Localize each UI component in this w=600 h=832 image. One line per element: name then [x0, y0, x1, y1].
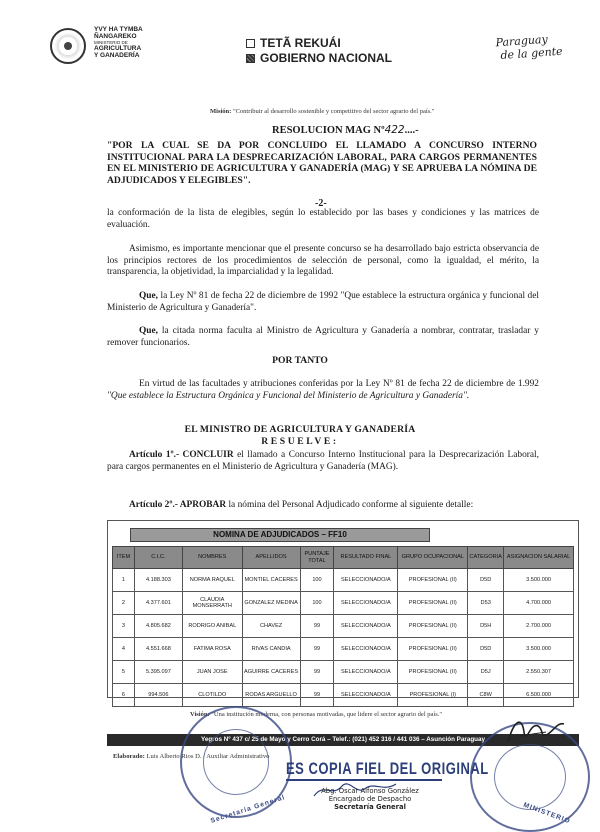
vision-statement: Visión: "Una institución moderna, con personas motivadas, que lidere el sector agrario del país." [190, 711, 442, 718]
table-cell: SELECCIONADO/A [334, 615, 398, 638]
table-header-cell: RESULTADO FINAL [334, 547, 398, 569]
table-cell: 4.377.601 [134, 592, 182, 615]
mission-statement: Misión: "Contribuir al desarrollo sostenible y competitivo del sector agrario del país." [210, 108, 435, 115]
table-cell: 4.551.668 [134, 638, 182, 661]
minister-heading: EL MINISTRO DE AGRICULTURA Y GANADERÍA [184, 424, 416, 435]
table-cell: D5D [468, 638, 504, 661]
resuelve-heading: RESUELVE: [261, 436, 339, 447]
flag-square-icon [246, 39, 255, 48]
table-cell: C8W [468, 684, 504, 707]
table-cell: JUAN JOSE [182, 661, 242, 684]
flag-square-icon [246, 54, 255, 63]
table-header-cell: NOMBRES [182, 547, 242, 569]
table-cell: D5J [468, 661, 504, 684]
table-cell: PROFESIONAL (II) [398, 638, 468, 661]
table-header-cell: GRUPO OCUPACIONAL [398, 547, 468, 569]
table-cell: D53 [468, 592, 504, 615]
table-cell: SELECCIONADO/A [334, 684, 398, 707]
stamp-inner-ring [494, 744, 566, 810]
table-cell: D5D [468, 569, 504, 592]
table-row [113, 661, 574, 684]
table-cell: RODRIGO ANIBAL [182, 615, 242, 638]
table-cell: 6 [113, 684, 135, 707]
table-header-cell: PUNTAJE TOTAL [300, 547, 334, 569]
stamp-inner-ring [203, 729, 269, 795]
minister-signature-icon [500, 712, 570, 750]
table-cell: PROFESIONAL (I) [398, 684, 468, 707]
table-cell: 2 [113, 592, 135, 615]
table-cell: 3 [113, 615, 135, 638]
article-1: Artículo 1º.- CONCLUIR el llamado a Concurso Interno Institucional para la Desprecarización Laboral, para cargos permanentes en el Ministerio de Agricultura y Ganadería (MAG). [107, 450, 539, 472]
table-cell: 5.395.097 [134, 661, 182, 684]
adjudicados-table [112, 546, 574, 707]
table-cell: NORMA RAQUEL [182, 569, 242, 592]
table-cell: 4.805.682 [134, 615, 182, 638]
table-cell: FATIMA ROSA [182, 638, 242, 661]
resolution-title: "POR LA CUAL SE DA POR CONCLUIDO EL LLAMADO A CONCURSO INTERNO INSTITUCIONAL PARA LA DESPRECARIZACIÓN LABORAL, PARA CARGOS PERMANENTES EN EL MINISTERIO DE AGRICULTURA Y GANADERÍA (MAG) Y SE APRUEBA LA NÓMINA DE ADJUDICADOS Y ELEGIBLES". [107, 140, 537, 186]
table-cell: CLOTILDO [182, 684, 242, 707]
table-cell: RIVAS CANDIA [242, 638, 300, 661]
table-row [113, 684, 574, 707]
table-cell: SELECCIONADO/A [334, 661, 398, 684]
table-cell: SELECCIONADO/A [334, 638, 398, 661]
table-row [113, 638, 574, 661]
table-header-cell: CATEGORIA [468, 547, 504, 569]
table-cell: 100 [300, 569, 334, 592]
table-cell: 3.500.000 [504, 569, 574, 592]
table-row [113, 615, 574, 638]
signer-block: Abg. Oscar Alfonso González Encargado de Despacho Secretaría General [321, 787, 419, 811]
table-cell: PROFESIONAL (II) [398, 592, 468, 615]
stamp-text-ministerio: MINISTERIO [522, 801, 572, 826]
table-cell: 99 [300, 661, 334, 684]
paragraph-5: En virtud de las facultades y atribuciones conferidas por la Ley Nº 81 de fecha 22 de diciembre de 1.992 "Que establece la Estructura Orgánica y Funcional del Ministerio de Agricultura y Ganadería". [107, 379, 539, 401]
table-cell: 100 [300, 592, 334, 615]
table-cell: 2.550.307 [504, 661, 574, 684]
table-cell: PROFESIONAL (II) [398, 569, 468, 592]
table-cell: 99 [300, 638, 334, 661]
table-cell: 5 [113, 661, 135, 684]
table-cell: PROFESIONAL (II) [398, 615, 468, 638]
article-2: Artículo 2º.- APROBAR la nómina del Personal Adjudicado conforme al siguiente detalle: [129, 500, 474, 510]
national-seal-icon [50, 28, 86, 64]
table-cell: PROFESIONAL (II) [398, 661, 468, 684]
table-cell: AGUIRRE CACERES [242, 661, 300, 684]
page-number: -2- [315, 198, 327, 209]
table-cell: SELECCIONADO/A [334, 592, 398, 615]
table-header-cell: ITEM [113, 547, 135, 569]
table-header-row [113, 547, 574, 569]
table-cell: CLAUDIA MONSERRATH [182, 592, 242, 615]
table-cell: D5H [468, 615, 504, 638]
table-row [113, 569, 574, 592]
elaborado-by: Elaborado: Luis Alberto Rios D. / Auxiliar Administrativo [113, 753, 270, 760]
address-text: Yegros Nº 437 c/ 25 de Mayo y Cerro Corá – Telef.: (021) 452 316 / 441 036 – Asunción Paraguay [200, 736, 486, 743]
table-header-cell: C.I.C. [134, 547, 182, 569]
table-title: NOMINA DE ADJUDICADOS – FF10 [130, 528, 430, 542]
paragraph-3: Que, la Ley Nº 81 de fecha 22 de diciembre de 1992 "Que establece la estructura orgánica y funcional del Ministerio de Agricultura y Ganadería". [107, 291, 539, 313]
stamp-text-secretaria: Secretaría General [209, 794, 287, 825]
government-logo: TETÃ REKUÁI GOBIERNO NACIONAL [246, 36, 392, 66]
resolution-number: RESOLUCION MAG Nº422....- [272, 124, 419, 136]
por-tanto-heading: POR TANTO [272, 355, 328, 366]
table-cell: GONZALEZ MEDINA [242, 592, 300, 615]
paragraph-4: Que, la citada norma faculta al Ministro de Agricultura y Ganadería a nombrar, contratar, trasladar y remover funcionarios. [107, 326, 539, 348]
table-cell: 4.188.303 [134, 569, 182, 592]
table-cell: 2.700.000 [504, 615, 574, 638]
table-cell: 4.700.000 [504, 592, 574, 615]
paragraph-1: la conformación de la lista de elegibles, según lo establecido por las bases y condiciones y las matrices de evaluación. [107, 208, 539, 230]
table-cell: CHAVEZ [242, 615, 300, 638]
paragraph-2: Asimismo, es importante mencionar que el presente concurso se ha desarrollado bajo estricta observancia de los principios rectores de los procedimientos de selección de personal, como la igualdad, el mérito, la transparencia, la objetividad, la imparcialidad y la legalidad. [107, 244, 539, 277]
table-header-cell: APELLIDOS [242, 547, 300, 569]
table-cell: 99 [300, 615, 334, 638]
table-body [113, 569, 574, 707]
table-cell: 994.506 [134, 684, 182, 707]
table-cell: 1 [113, 569, 135, 592]
table-cell: 3.500.000 [504, 638, 574, 661]
table-cell: 4 [113, 638, 135, 661]
document-header [0, 0, 600, 80]
table-header-cell: ASIGNACION SALARIAL [504, 547, 574, 569]
table-cell: MONTIEL CACERES [242, 569, 300, 592]
table-cell: RODAS ARGUELLO [242, 684, 300, 707]
table-cell: 6.500.000 [504, 684, 574, 707]
table-cell: 99 [300, 684, 334, 707]
table-cell: SELECCIONADO/A [334, 569, 398, 592]
paraguay-brand-logo: Paraguay de la gente [495, 32, 564, 62]
table-row [113, 592, 574, 615]
ministry-logo-text: YVY HA TYMBA ÑANGAREKO MINISTERIO DE AGRICULTURA Y GANADERÍA [94, 26, 143, 59]
certified-copy-stamp: ES COPIA FIEL DEL ORIGINAL [286, 759, 489, 778]
